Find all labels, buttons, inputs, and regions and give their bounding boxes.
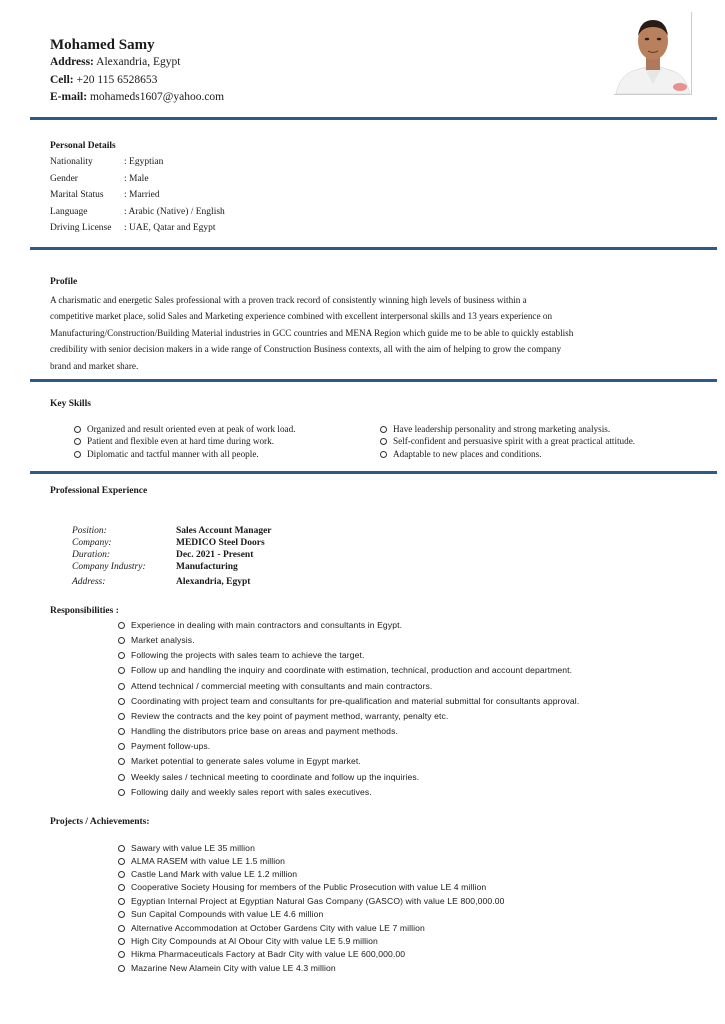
profile-line: Manufacturing/Construction/Building Material industries in GCC countries and MENA Region which guide me to be able to quickly establish (50, 327, 574, 338)
bullet-icon (118, 871, 125, 878)
personal-key: Language (50, 207, 88, 217)
responsibility-item (118, 711, 448, 721)
bullet-icon (380, 451, 387, 458)
responsibility-text: Weekly sales / technical meeting to coordinate and follow up the inquiries. (131, 772, 420, 782)
skill-item (380, 436, 635, 446)
personal-row (50, 157, 163, 167)
personal-details-heading: Personal Details (50, 141, 116, 151)
bullet-icon (118, 884, 125, 891)
personal-key: Nationality (50, 157, 93, 167)
project-text: Sun Capital Compounds with value LE 4.6 million (131, 909, 324, 919)
bullet-icon (118, 845, 125, 852)
bullet-icon (74, 426, 81, 433)
project-text: ALMA RASEM with value LE 1.5 million (131, 856, 286, 866)
profile-line: credibility with senior decision makers in a wide range of Construction Business contexts, all with the aim of helping to grow the company (50, 344, 562, 355)
duration-key: Duration: (72, 550, 110, 560)
skill-text: Organized and result oriented even at peak of work load. (87, 424, 296, 434)
project-item (118, 856, 285, 866)
project-item (118, 963, 336, 973)
personal-value: : Male (124, 174, 149, 184)
responsibility-text: Attend technical / commercial meeting with consultants and main contractors. (131, 681, 433, 691)
bullet-icon (118, 789, 125, 796)
project-item (118, 909, 323, 919)
bullet-icon (118, 652, 125, 659)
project-text: Sawary with value LE 35 million (131, 843, 255, 853)
responsibility-text: Review the contracts and the key point of payment method, warranty, penalty etc. (131, 711, 449, 721)
job-address-key: Address: (72, 577, 106, 587)
personal-row (50, 174, 149, 184)
bullet-icon (118, 728, 125, 735)
skill-text: Self-confident and persuasive spirit with a great practical attitude. (393, 436, 636, 446)
project-item (118, 843, 255, 853)
responsibility-text: Experience in dealing with main contractors and consultants in Egypt. (131, 620, 403, 630)
bullet-icon (118, 713, 125, 720)
project-text: Hikma Pharmaceuticals Factory at Badr City with value LE 600,000.00 (131, 949, 406, 959)
company-value: MEDICO Steel Doors (176, 538, 265, 548)
skill-item (74, 449, 259, 459)
key-skills-heading: Key Skills (50, 399, 91, 409)
email-line (50, 91, 224, 103)
responsibility-text: Follow up and handling the inquiry and coordinate with estimation, technical, production and account department. (131, 665, 573, 675)
section-divider (30, 117, 717, 120)
bullet-icon (118, 637, 125, 644)
project-text: Cooperative Society Housing for members of the Public Prosecution with value LE 4 million (131, 882, 487, 892)
bullet-icon (74, 451, 81, 458)
responsibility-item (118, 772, 419, 782)
bullet-icon (118, 743, 125, 750)
personal-key: Marital Status (50, 190, 104, 200)
responsibility-item (118, 620, 402, 630)
responsibility-item (118, 756, 361, 766)
personal-row (50, 223, 216, 233)
responsibility-text: Payment follow-ups. (131, 741, 211, 751)
skill-text: Have leadership personality and strong marketing analysis. (393, 424, 611, 434)
responsibility-text: Following the projects with sales team to achieve the target. (131, 650, 365, 660)
project-text: Castle Land Mark with value LE 1.2 million (131, 869, 298, 879)
bullet-icon (118, 774, 125, 781)
responsibility-item (118, 665, 572, 675)
project-item (118, 869, 297, 879)
bullet-icon (118, 858, 125, 865)
bullet-icon (118, 965, 125, 972)
personal-key: Gender (50, 174, 78, 184)
skill-item (380, 424, 610, 434)
responsibility-item (118, 696, 579, 706)
project-item (118, 923, 425, 933)
responsibilities-heading: Responsibilities : (50, 606, 119, 616)
profile-line: A charismatic and energetic Sales professional with a proven track record of consistently winning high levels of business within a (50, 295, 527, 305)
email-label: E-mail: (50, 91, 88, 103)
skill-item (74, 424, 296, 434)
profile-heading: Profile (50, 277, 78, 287)
bullet-icon (118, 898, 125, 905)
projects-heading: Projects / Achievements: (50, 817, 150, 827)
project-item (118, 896, 504, 906)
project-text: Mazarine New Alamein City with value LE 4.3 million (131, 963, 336, 973)
email-value: mohameds1607@yahoo.com (89, 91, 225, 103)
personal-value: : UAE, Qatar and Egypt (124, 223, 216, 233)
bullet-icon (380, 426, 387, 433)
responsibility-item (118, 741, 210, 751)
skill-text: Adaptable to new places and conditions. (393, 449, 542, 459)
skill-item (74, 436, 274, 446)
bullet-icon (118, 667, 125, 674)
skill-text: Diplomatic and tactful manner with all people. (87, 449, 259, 459)
profile-line: brand and market share. (50, 360, 139, 371)
bullet-icon (118, 911, 125, 918)
personal-value: : Egyptian (124, 157, 164, 167)
responsibility-item (118, 787, 372, 797)
responsibility-item (118, 635, 195, 645)
responsibility-text: Following daily and weekly sales report with sales executives. (131, 787, 372, 797)
address-label: Address: (50, 56, 94, 68)
project-text: Alternative Accommodation at October Gardens City with value LE 7 million (131, 923, 425, 933)
project-text: High City Compounds at Al Obour City with value LE 5.9 million (131, 936, 378, 946)
personal-key: Driving License (50, 223, 112, 233)
profile-photo (614, 12, 692, 95)
responsibility-text: Handling the distributors price base on areas and payment methods. (131, 726, 398, 736)
bullet-icon (118, 758, 125, 765)
cell-label: Cell: (50, 74, 74, 86)
project-item (118, 949, 405, 959)
section-divider (30, 471, 717, 474)
address-value: Alexandria, Egypt (96, 56, 181, 68)
profile-paragraph (50, 292, 690, 374)
candidate-name: Mohamed Samy (50, 37, 155, 53)
bullet-icon (118, 622, 125, 629)
section-divider (30, 379, 717, 382)
position-value: Sales Account Manager (176, 526, 272, 536)
personal-row (50, 207, 225, 217)
project-item (118, 882, 486, 892)
project-text: Egyptian Internal Project at Egyptian Natural Gas Company (GASCO) with value LE 800,000.00 (131, 896, 505, 906)
responsibility-text: Market analysis. (131, 635, 195, 645)
profile-line: competitive market place, solid Sales and Marketing experience combined with excellent interpersonal skills and 13 years experience on (50, 311, 553, 322)
bullet-icon (118, 925, 125, 932)
project-item (118, 936, 378, 946)
cell-value: +20 115 6528653 (76, 74, 158, 86)
responsibility-item (118, 681, 432, 691)
responsibility-item (118, 650, 364, 660)
bullet-icon (118, 938, 125, 945)
company-key: Company: (72, 538, 112, 548)
address-line (50, 56, 180, 68)
experience-heading: Professional Experience (50, 486, 148, 496)
bullet-icon (380, 438, 387, 445)
job-address-value: Alexandria, Egypt (176, 577, 251, 587)
bullet-icon (74, 438, 81, 445)
responsibility-text: Market potential to generate sales volume in Egypt market. (131, 756, 361, 766)
bullet-icon (118, 951, 125, 958)
industry-value: Manufacturing (176, 562, 238, 572)
personal-row (50, 190, 160, 200)
personal-value: : Arabic (Native) / English (124, 207, 225, 217)
responsibility-item (118, 726, 398, 736)
bullet-icon (118, 683, 125, 690)
duration-value: Dec. 2021 - Present (176, 550, 254, 560)
personal-value: : Married (124, 190, 160, 200)
position-key: Position: (72, 526, 107, 536)
skill-item (380, 449, 542, 459)
responsibility-text: Coordinating with project team and consultants for pre-qualification and material submittal for consultants approval. (131, 696, 580, 706)
cell-line (50, 74, 157, 86)
skill-text: Patient and flexible even at hard time during work. (87, 436, 275, 446)
bullet-icon (118, 698, 125, 705)
industry-key: Company Industry: (72, 562, 146, 572)
section-divider (30, 247, 717, 250)
